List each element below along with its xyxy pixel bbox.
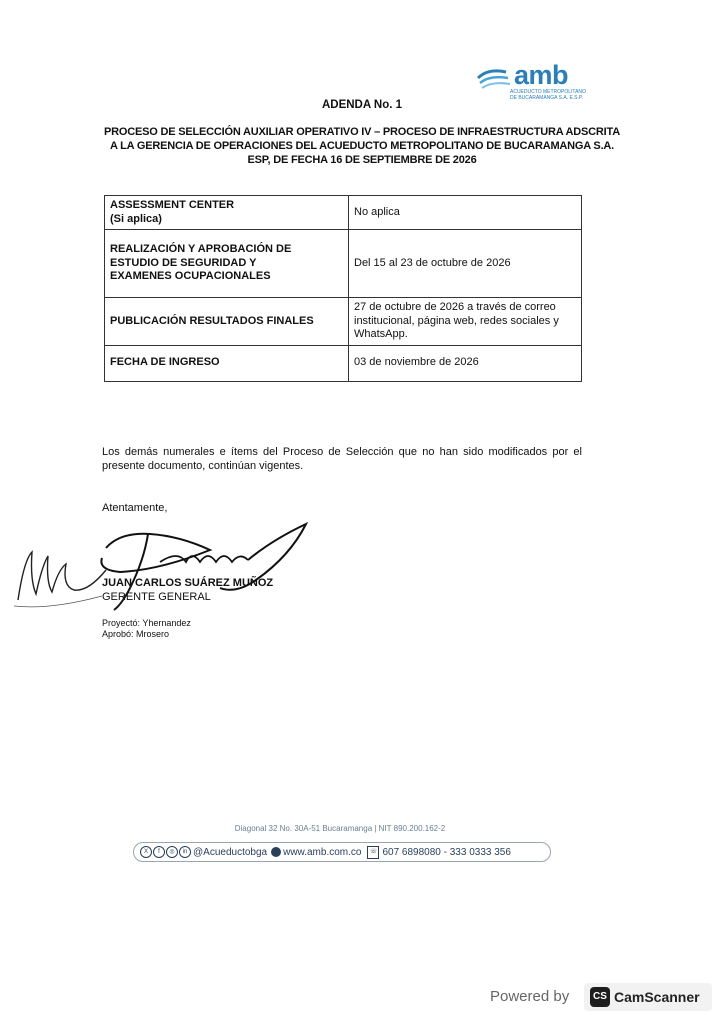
signer-block — [102, 576, 273, 604]
camscanner-icon: CS — [590, 987, 610, 1007]
signer-name: JUAN CARLOS SUÁREZ MUÑOZ — [102, 577, 274, 589]
credits-block — [102, 618, 191, 640]
row-label: FECHA DE INGRESO — [105, 345, 349, 381]
phone-icon: ☏ — [367, 846, 379, 859]
powered-by-text: Powered by — [490, 988, 570, 1005]
row-label-line: EXAMENES OCUPACIONALES — [110, 270, 271, 283]
row-value: Del 15 al 23 de octubre de 2026 — [349, 230, 582, 298]
x-icon: X — [140, 846, 152, 858]
logo-wordmark: amb — [514, 60, 569, 90]
closing-salutation: Atentamente, — [102, 502, 168, 514]
row-value: 03 de noviembre de 2026 — [349, 345, 582, 381]
facebook-icon: f — [153, 846, 165, 858]
process-title: PROCESO DE SELECCIÓN AUXILIAR OPERATIVO IV – PROCESO DE INFRAESTRUCTURA ADSCRITA A LA GERENCIA DE OPERACIONES DEL ACUEDUCTO METROPOLITANO DE BUCARAMANGA S.A. ESP, DE FECHA 16 DE SEPTIEMBRE DE 2026 — [104, 126, 620, 166]
row-label-line: ASSESSMENT CENTER — [110, 199, 235, 211]
row-value: 27 de octubre de 2026 a través de correo institucional, página web, redes sociales y WhatsApp. — [349, 298, 582, 346]
social-handle: @Acueductobga — [193, 846, 268, 858]
footer-address: Diagonal 32 No. 30A-51 Bucaramanga | NIT 890.200.162-2 — [234, 824, 446, 833]
table-row — [105, 230, 582, 298]
camscanner-brand: CamScanner — [614, 989, 700, 1005]
phone-numbers: 607 6898080 - 333 0333 356 — [382, 846, 511, 858]
row-label — [105, 230, 349, 298]
row-label-line: (Si aplica) — [110, 212, 162, 225]
row-label-line: ESTUDIO DE SEGURIDAD Y — [110, 256, 257, 269]
table-row — [105, 298, 582, 346]
row-label: PUBLICACIÓN RESULTADOS FINALES — [105, 298, 349, 346]
table-row — [105, 345, 582, 381]
website-link[interactable]: www.amb.com.co — [283, 846, 362, 858]
signer-title: GERENTE GENERAL — [102, 591, 211, 603]
row-label — [105, 196, 349, 230]
footer-contact-bar — [133, 842, 551, 862]
instagram-icon: ◎ — [166, 846, 178, 858]
schedule-table — [104, 195, 582, 382]
globe-icon — [271, 847, 281, 857]
amb-logo — [476, 62, 588, 102]
row-label-line: REALIZACIÓN Y APROBACIÓN DE — [110, 243, 292, 256]
row-value: No aplica — [349, 196, 582, 230]
linkedin-icon: in — [179, 846, 191, 858]
approved-by: Aprobó: Mrosero — [102, 629, 170, 639]
water-drop-logo-icon — [476, 64, 512, 90]
social-icons — [140, 846, 191, 858]
body-paragraph: Los demás numerales e ítems del Proceso de Selección que no han sido modificados por el presente documento, continúan vigentes. — [102, 446, 582, 472]
camscanner-badge — [584, 983, 712, 1011]
logo-subtitle: ACUEDUCTO METROPOLITANO DE BUCARAMANGA S.A. E.S.P. — [510, 89, 586, 101]
projected-by: Proyectó: Yhernandez — [102, 618, 191, 628]
adenda-title: ADENDA No. 1 — [321, 99, 403, 111]
table-row — [105, 196, 582, 230]
